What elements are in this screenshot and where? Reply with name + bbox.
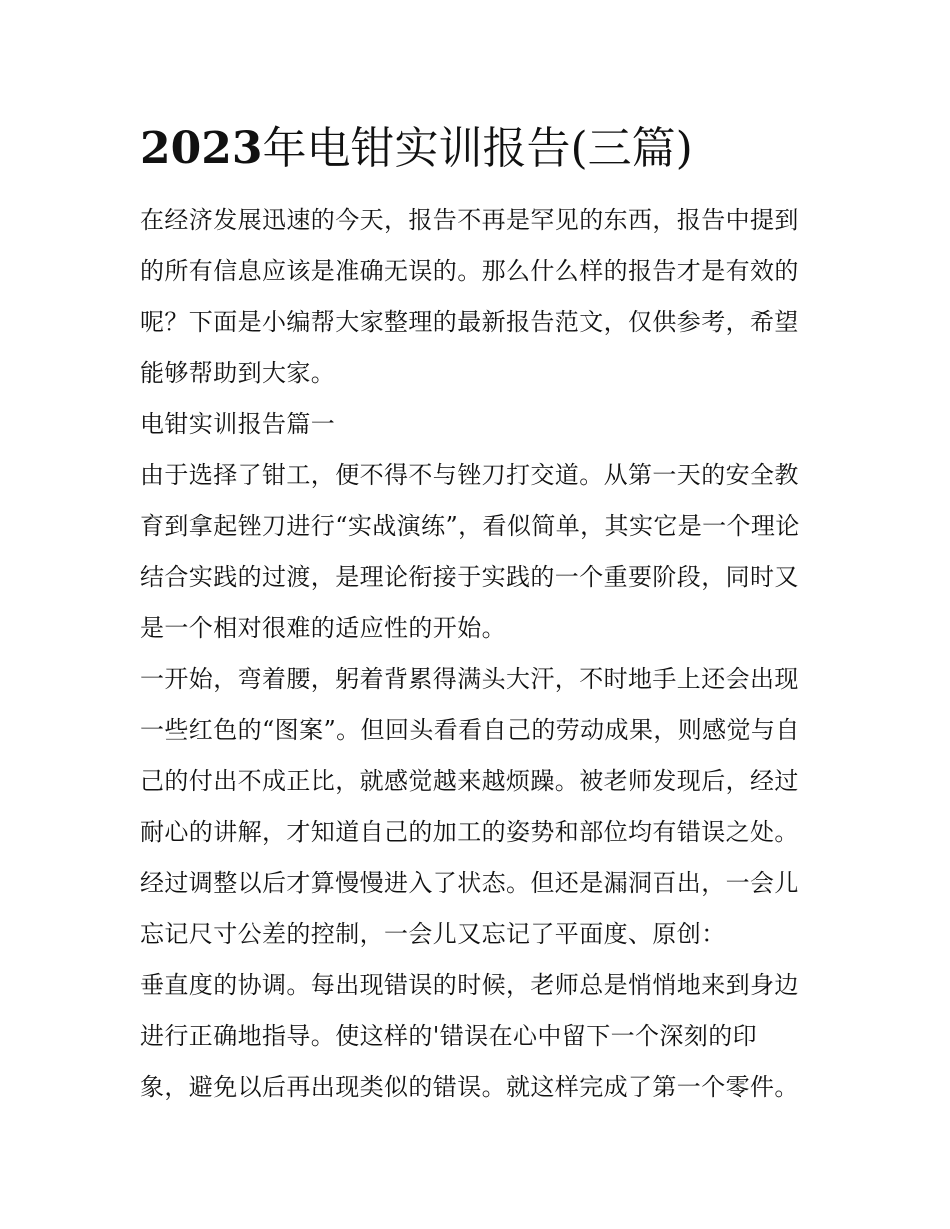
paragraph-line: 忘记尺寸公差的控制，一会儿又忘记了平面度、原创：	[140, 920, 726, 948]
paragraph-line: 育到拿起锉刀进行“实战演练”，看似简单，其实它是一个理论	[140, 512, 800, 540]
intro-line-3: 呢？下面是小编帮大家整理的最新报告范文，仅供参考，希望	[140, 308, 799, 336]
paragraph-line: 垂直度的协调。每出现错误的时候，老师总是悄悄地来到身边	[140, 971, 799, 999]
paragraph-line: 一开始，弯着腰，躬着背累得满头大汗，不时地手上还会出现	[140, 665, 799, 693]
intro-line-1: 在经济发展迅速的今天，报告不再是罕见的东西，报告中提到	[140, 206, 799, 234]
document-title	[140, 118, 840, 180]
paragraph-line: 经过调整以后才算慢慢进入了状态。但还是漏洞百出，一会儿	[140, 869, 799, 897]
paragraph-line: 是一个相对很难的适应性的开始。	[140, 614, 506, 642]
section-heading: 电钳实训报告篇一	[140, 410, 336, 438]
paragraph-line: 耐心的讲解，才知道自己的加工的姿势和部位均有错误之处。	[140, 818, 799, 846]
paragraph-line: 己的付出不成正比，就感觉越来越烦躁。被老师发现后，经过	[140, 767, 799, 795]
title-text: 年电钳实训报告(三篇)	[262, 123, 693, 174]
paragraph-line: 结合实践的过渡，是理论衔接于实践的一个重要阶段，同时又	[140, 563, 799, 591]
intro-line-2: 的所有信息应该是准确无误的。那么什么样的报告才是有效的	[140, 257, 799, 285]
paragraph-line: 由于选择了钳工，便不得不与锉刀打交道。从第一天的安全教	[140, 461, 799, 489]
title-year: 2023	[140, 123, 263, 174]
paragraph-line: 进行正确地指导。使这样的'错误在心中留下一个深刻的印	[140, 1022, 757, 1050]
intro-line-4: 能够帮助到大家。	[140, 359, 336, 387]
paragraph-line: 一些红色的“图案”。但回头看看自己的劳动成果，则感觉与自	[140, 716, 800, 744]
paragraph-line: 象，避免以后再出现类似的错误。就这样完成了第一个零件。	[140, 1073, 799, 1101]
